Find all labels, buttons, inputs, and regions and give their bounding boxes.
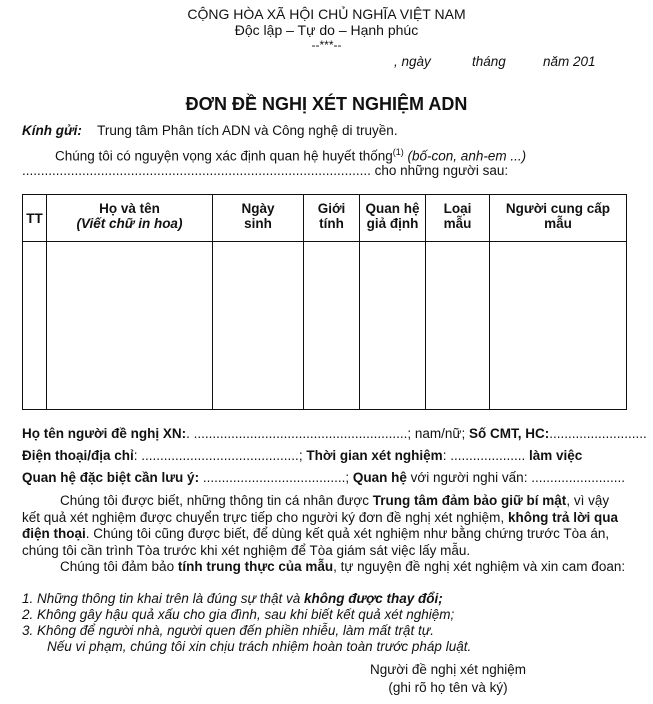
requester-line	[22, 426, 647, 441]
table-row	[23, 242, 627, 410]
gender-label: ; nam/nữ;	[407, 426, 466, 441]
col-birthdate: Ngày sinh	[213, 195, 304, 242]
table-cell[interactable]	[426, 242, 490, 410]
intro-dots: .............................................................................................	[22, 163, 371, 178]
table-cell[interactable]	[23, 242, 47, 410]
header-separator: --***--	[311, 38, 342, 52]
commitment-item-1: 1. Những thông tin khai trên là đúng sự thật và không được thay đổi;	[22, 591, 443, 606]
relation2-text: với người nghi vấn:	[410, 470, 528, 485]
commitment-paragraph: Chúng tôi đảm bảo tính trung thực của mẫu, tự nguyện đề nghị xét nghiệm và xin cam đoan:	[60, 559, 626, 574]
requester-label: Họ tên người đề nghị XN:	[22, 426, 187, 441]
commitment-note: Nếu vi phạm, chúng tôi xin chịu trách nhiệm hoàn toàn trước pháp luật.	[47, 639, 472, 654]
table-cell[interactable]	[213, 242, 304, 410]
relation-line: Quan hệ đặc biệt cần lưu ý: ......................................; Quan hệ với người nghi vấn: .........................	[22, 470, 625, 485]
intro-dots-line	[22, 163, 508, 178]
phone-label: Điện thoại/địa chỉ	[22, 448, 134, 463]
recipient-line	[22, 123, 398, 138]
col-sample-provider: Người cung cấp mẫu	[490, 195, 627, 242]
national-motto: Độc lập – Tự do – Hạnh phúc	[234, 22, 419, 38]
intro-example: (bố-con, anh-em ...)	[407, 148, 527, 164]
relation2-field[interactable]: .........................	[527, 470, 625, 485]
col-tt: TT	[23, 195, 47, 242]
id-field[interactable]: ..........................	[549, 426, 647, 441]
relation-field[interactable]: ......................................	[199, 470, 346, 485]
intro-line	[55, 147, 526, 164]
phone-field[interactable]: : ..........................................	[133, 448, 299, 463]
intro-footnote: (1)	[392, 147, 404, 157]
col-sample-type: Loại mẫu	[426, 195, 490, 242]
date-day: , ngày	[394, 54, 431, 69]
table-cell[interactable]	[47, 242, 213, 410]
phone-line: Điện thoại/địa chỉ: ..........................................; Thời gian xét nghiệm: .................... làm việc	[22, 448, 583, 463]
date-year: năm 201	[543, 54, 596, 69]
commitment-item-2: 2. Không gây hậu quả xấu cho gia đình, sau khi biết kết quả xét nghiệm;	[22, 607, 455, 622]
table-header-row	[23, 195, 627, 242]
country-name: CỘNG HÒA XÃ HỘI CHỦ NGHĨA VIỆT NAM	[187, 6, 466, 22]
table-cell[interactable]	[304, 242, 360, 410]
time-label: Thời gian xét nghiệm	[306, 448, 443, 463]
col-name: Họ và tên (Viết chữ in hoa)	[47, 195, 213, 242]
privacy-paragraph: Chúng tôi được biết, những thông tin cá nhân được Trung tâm đảm bảo giữ bí mật, vì vậy kết quả xét nghiệm được chuyển trực tiếp cho người ký đơn đề nghị xét nghiệm, không trả lời qua điện thoại. Chúng tôi cũng được biết, để dùng kết quả xét nghiệm như bằng chứng trước Tòa án, chúng tôi cần trình Tòa trước khi xét nghiệm để Tòa giám sát việc lấy mẫu.	[22, 493, 619, 558]
col-relationship: Quan hệ giả định	[360, 195, 426, 242]
table-cell[interactable]	[360, 242, 426, 410]
relation-label: Quan hệ đặc biệt cần lưu ý:	[22, 470, 200, 485]
signature-title: Người đề nghị xét nghiệm	[370, 662, 526, 677]
table-cell[interactable]	[490, 242, 627, 410]
col-gender: Giới tính	[304, 195, 360, 242]
id-label: Số CMT, HC:	[468, 426, 550, 441]
intro-text: Chúng tôi có nguyện vọng xác định quan hệ huyết thống	[55, 148, 393, 164]
recipient-value: Trung tâm Phân tích ADN và Công nghệ di truyền.	[97, 123, 398, 138]
commitment-item-3: 3. Không để người nhà, người quen đến phiền nhiễu, làm mất trật tự.	[22, 623, 435, 638]
intro-tail: cho những người sau:	[374, 163, 509, 178]
signature-hint: (ghi rõ họ tên và ký)	[388, 680, 508, 695]
relation2-label: Quan hệ	[352, 470, 407, 485]
subjects-table	[22, 194, 627, 410]
time-tail: làm việc	[528, 448, 583, 463]
recipient-label: Kính gửi:	[22, 123, 82, 138]
requester-field[interactable]: . .........................................................	[186, 426, 408, 441]
time-field[interactable]: : ....................	[442, 448, 526, 463]
form-title: ĐƠN ĐỀ NGHỊ XÉT NGHIỆM ADN	[185, 94, 468, 114]
date-month: tháng	[472, 54, 506, 69]
